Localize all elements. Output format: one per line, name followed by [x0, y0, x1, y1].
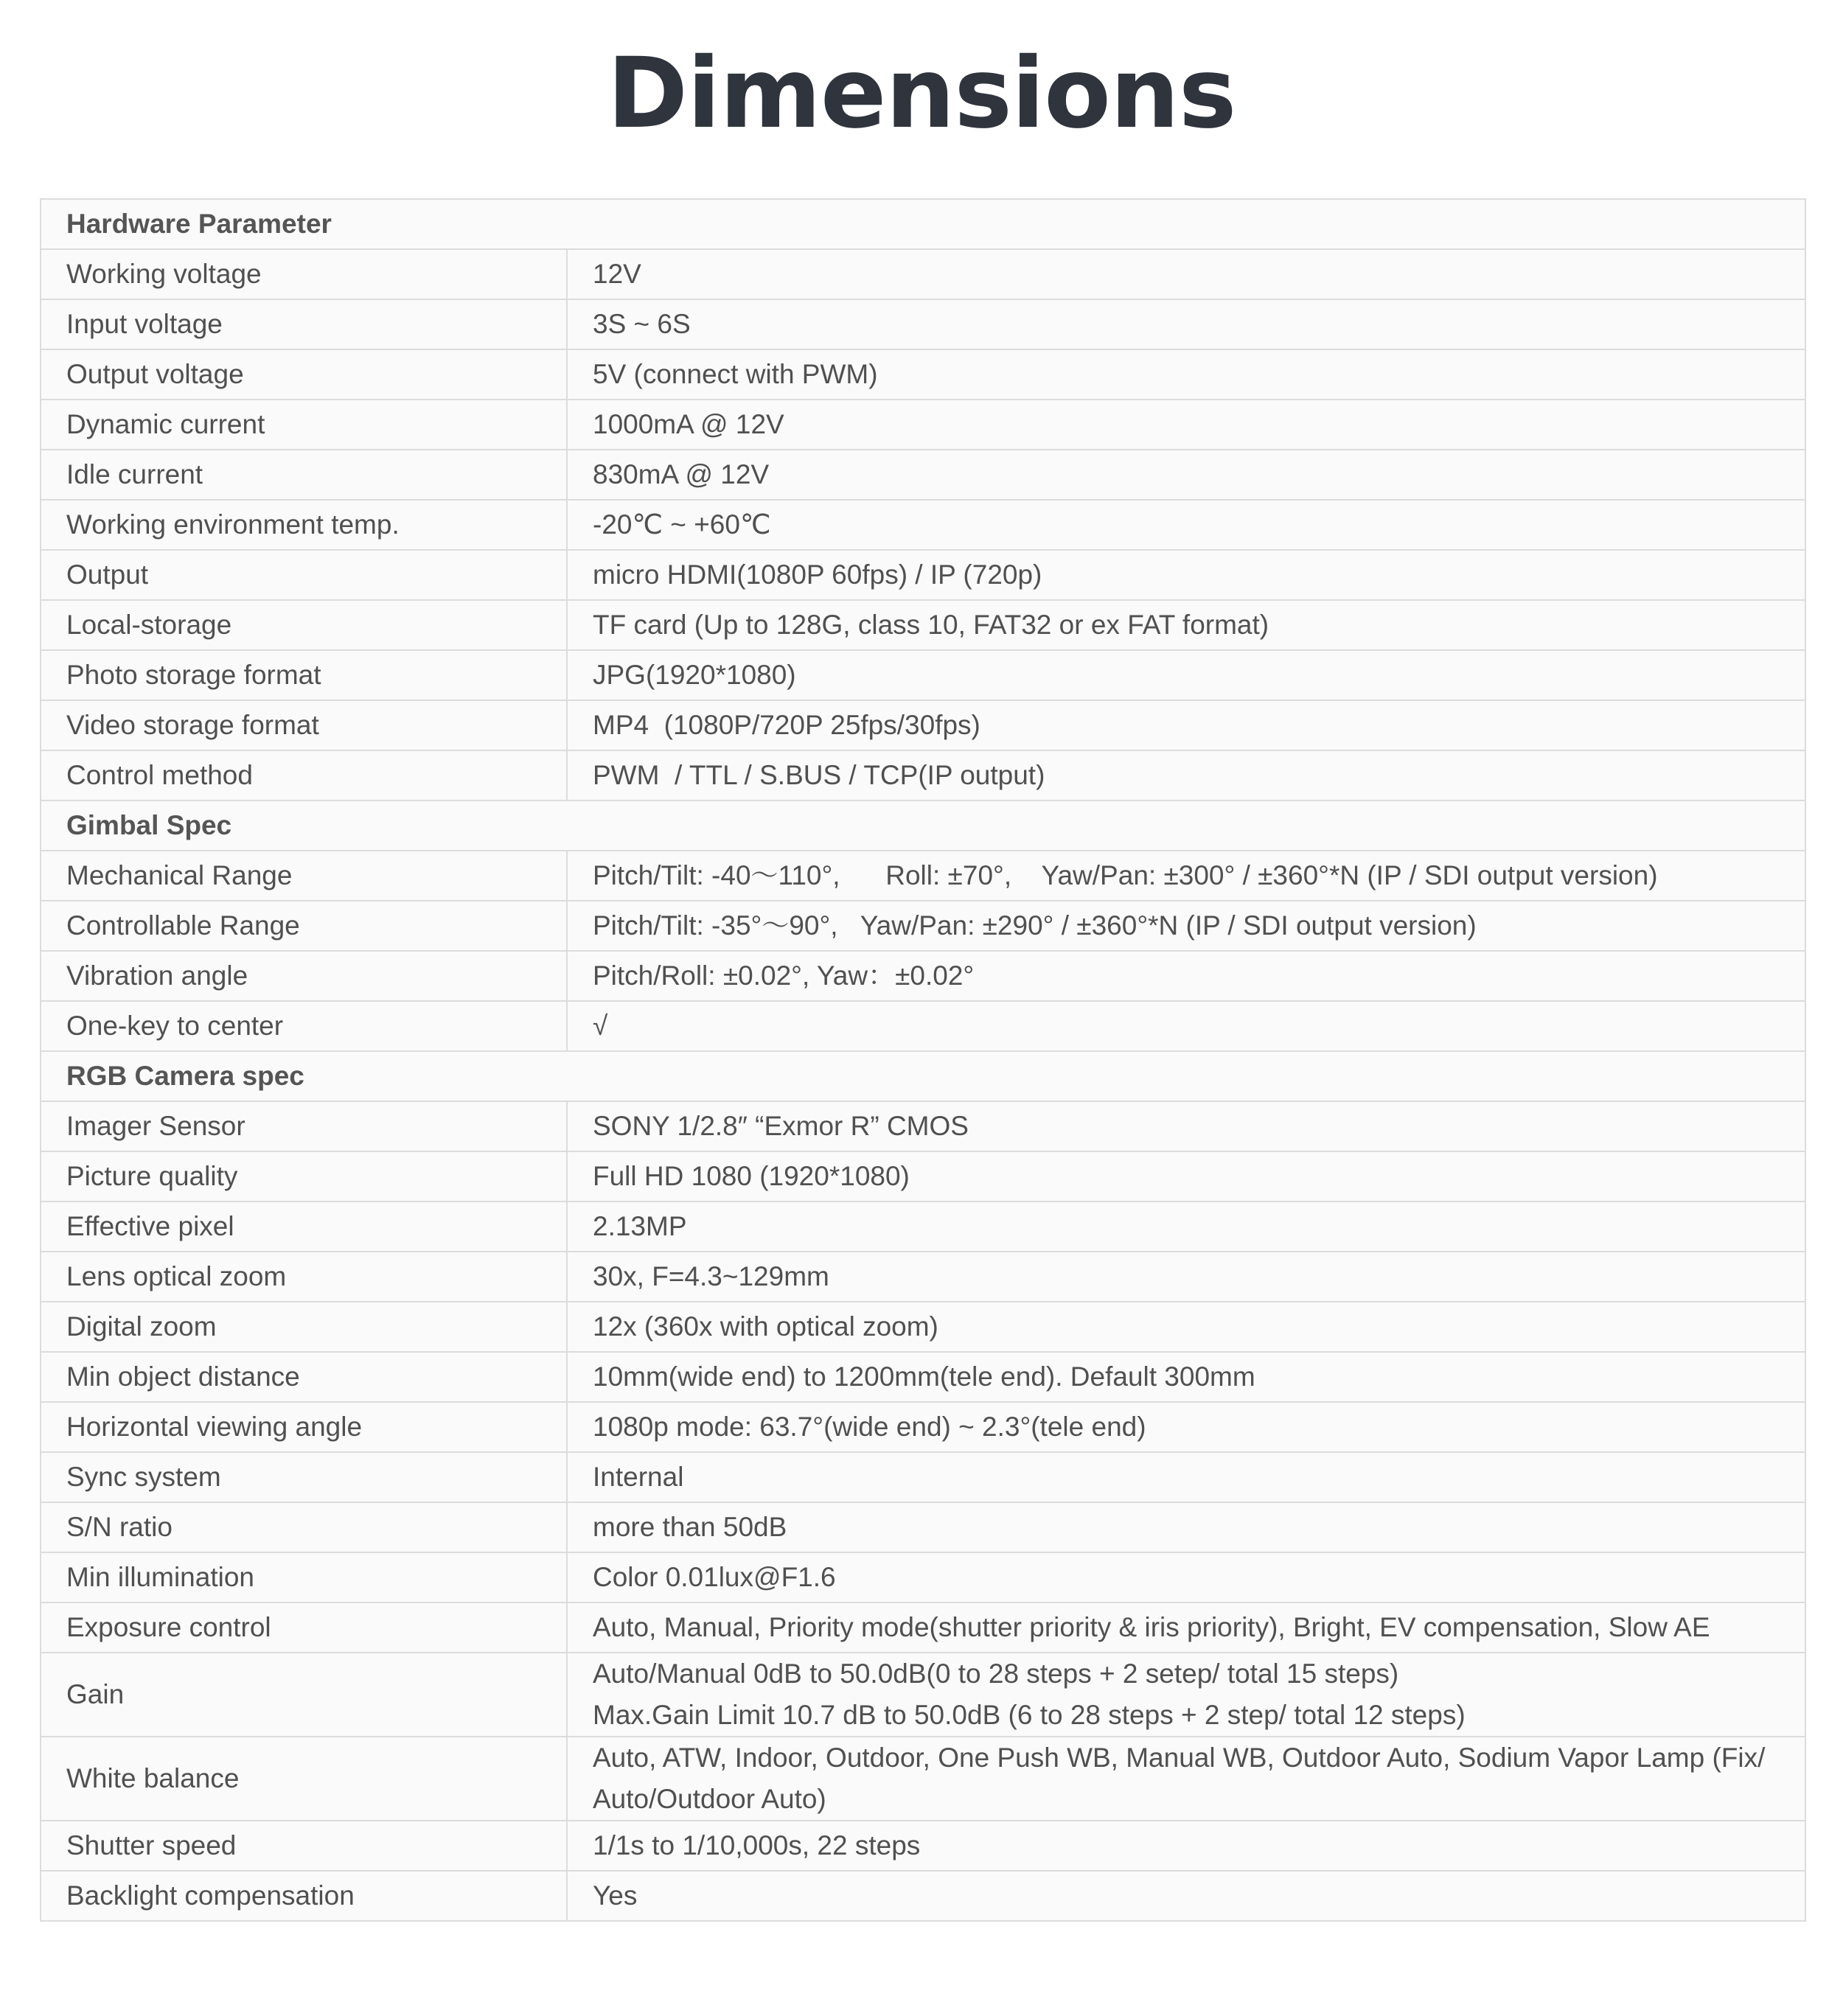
table-row: [41, 1302, 1805, 1352]
spec-label: S/N ratio: [41, 1502, 567, 1552]
spec-value: Auto/Manual 0dB to 50.0dB(0 to 28 steps + 2 setep/ total 15 steps) Max.Gain Limit 10.7 dB to 50.0dB (6 to 28 steps + 2 step/ total 12 steps): [567, 1653, 1805, 1737]
spec-value: JPG(1920*1080): [567, 650, 1805, 700]
spec-label: Idle current: [41, 450, 567, 500]
spec-label: Control method: [41, 750, 567, 801]
spec-label: Output: [41, 550, 567, 600]
table-row: [41, 1602, 1805, 1653]
table-row: [41, 400, 1805, 450]
table-row: [41, 550, 1805, 600]
spec-value: 1080p mode: 63.7°(wide end) ~ 2.3°(tele end): [567, 1402, 1805, 1452]
spec-label: Working voltage: [41, 249, 567, 299]
table-row: [41, 600, 1805, 650]
spec-label: Vibration angle: [41, 951, 567, 1001]
spec-label: Gain: [41, 1653, 567, 1737]
spec-label: Sync system: [41, 1452, 567, 1502]
spec-label: Local-storage: [41, 600, 567, 650]
table-row: [41, 1821, 1805, 1871]
spec-value: 12V: [567, 249, 1805, 299]
table-row: [41, 1101, 1805, 1151]
table-row: [41, 951, 1805, 1001]
table-row: [41, 851, 1805, 901]
spec-value: -20℃ ~ +60℃: [567, 500, 1805, 550]
spec-table-body: [41, 199, 1805, 1921]
table-row: [41, 500, 1805, 550]
table-row: [41, 1352, 1805, 1402]
table-row: [41, 750, 1805, 801]
spec-label: Exposure control: [41, 1602, 567, 1653]
table-row: [41, 650, 1805, 700]
spec-table: [40, 198, 1806, 1922]
spec-label: Shutter speed: [41, 1821, 567, 1871]
spec-value: 1000mA @ 12V: [567, 400, 1805, 450]
spec-label: One-key to center: [41, 1001, 567, 1051]
table-row: [41, 249, 1805, 299]
spec-label: Photo storage format: [41, 650, 567, 700]
spec-label: Min object distance: [41, 1352, 567, 1402]
spec-value: 12x (360x with optical zoom): [567, 1302, 1805, 1352]
spec-value: TF card (Up to 128G, class 10, FAT32 or ex FAT format): [567, 600, 1805, 650]
table-row: [41, 1402, 1805, 1452]
section-heading: Hardware Parameter: [41, 199, 1805, 249]
spec-value: Full HD 1080 (1920*1080): [567, 1151, 1805, 1201]
spec-value: Yes: [567, 1871, 1805, 1921]
table-row: [41, 1201, 1805, 1252]
spec-label: Output voltage: [41, 349, 567, 400]
table-row: [41, 901, 1805, 951]
spec-label: Effective pixel: [41, 1201, 567, 1252]
section-header-row: [41, 801, 1805, 851]
spec-value: 1/1s to 1/10,000s, 22 steps: [567, 1821, 1805, 1871]
spec-value: MP4 (1080P/720P 25fps/30fps): [567, 700, 1805, 750]
spec-value: 30x, F=4.3~129mm: [567, 1252, 1805, 1302]
spec-value: more than 50dB: [567, 1502, 1805, 1552]
spec-label: Input voltage: [41, 299, 567, 349]
spec-label: Picture quality: [41, 1151, 567, 1201]
table-row: [41, 1653, 1805, 1737]
table-row: [41, 1452, 1805, 1502]
table-row: [41, 349, 1805, 400]
spec-label: Lens optical zoom: [41, 1252, 567, 1302]
spec-value: Pitch/Tilt: -40～110°, Roll: ±70°, Yaw/Pan: ±300° / ±360°*N (IP / SDI output version): [567, 851, 1805, 901]
spec-label: Dynamic current: [41, 400, 567, 450]
spec-value: 3S ~ 6S: [567, 299, 1805, 349]
spec-label: Controllable Range: [41, 901, 567, 951]
spec-label: Video storage format: [41, 700, 567, 750]
table-row: [41, 700, 1805, 750]
table-row: [41, 1502, 1805, 1552]
page-title: Dimensions: [607, 37, 1236, 150]
spec-value: Auto, Manual, Priority mode(shutter priority & iris priority), Bright, EV compensation, Slow AE: [567, 1602, 1805, 1653]
section-heading: RGB Camera spec: [41, 1051, 1805, 1101]
spec-label: Digital zoom: [41, 1302, 567, 1352]
spec-label: Working environment temp.: [41, 500, 567, 550]
spec-value: micro HDMI(1080P 60fps) / IP (720p): [567, 550, 1805, 600]
spec-label: White balance: [41, 1737, 567, 1821]
spec-label: Min illumination: [41, 1552, 567, 1602]
spec-value: 2.13MP: [567, 1201, 1805, 1252]
spec-value: Color 0.01lux@F1.6: [567, 1552, 1805, 1602]
spec-value: Auto, ATW, Indoor, Outdoor, One Push WB, Manual WB, Outdoor Auto, Sodium Vapor Lamp (Fix/ Auto/Outdoor Auto): [567, 1737, 1805, 1821]
table-row: [41, 450, 1805, 500]
spec-value: √: [567, 1001, 1805, 1051]
spec-value: 830mA @ 12V: [567, 450, 1805, 500]
table-row: [41, 1252, 1805, 1302]
section-header-row: [41, 199, 1805, 249]
spec-value: Pitch/Tilt: -35°～90°, Yaw/Pan: ±290° / ±360°*N (IP / SDI output version): [567, 901, 1805, 951]
spec-value: PWM / TTL / S.BUS / TCP(IP output): [567, 750, 1805, 801]
spec-value: 10mm(wide end) to 1200mm(tele end). Default 300mm: [567, 1352, 1805, 1402]
section-header-row: [41, 1051, 1805, 1101]
spec-label: Horizontal viewing angle: [41, 1402, 567, 1452]
spec-value: SONY 1/2.8″ “Exmor R” CMOS: [567, 1101, 1805, 1151]
table-row: [41, 1001, 1805, 1051]
spec-label: Imager Sensor: [41, 1101, 567, 1151]
table-row: [41, 1737, 1805, 1821]
section-heading: Gimbal Spec: [41, 801, 1805, 851]
table-row: [41, 1151, 1805, 1201]
spec-value: Pitch/Roll: ±0.02°, Yaw：±0.02°: [567, 951, 1805, 1001]
spec-value: 5V (connect with PWM): [567, 349, 1805, 400]
spec-label: Mechanical Range: [41, 851, 567, 901]
spec-label: Backlight compensation: [41, 1871, 567, 1921]
spec-value: Internal: [567, 1452, 1805, 1502]
table-row: [41, 1871, 1805, 1921]
table-row: [41, 1552, 1805, 1602]
table-row: [41, 299, 1805, 349]
